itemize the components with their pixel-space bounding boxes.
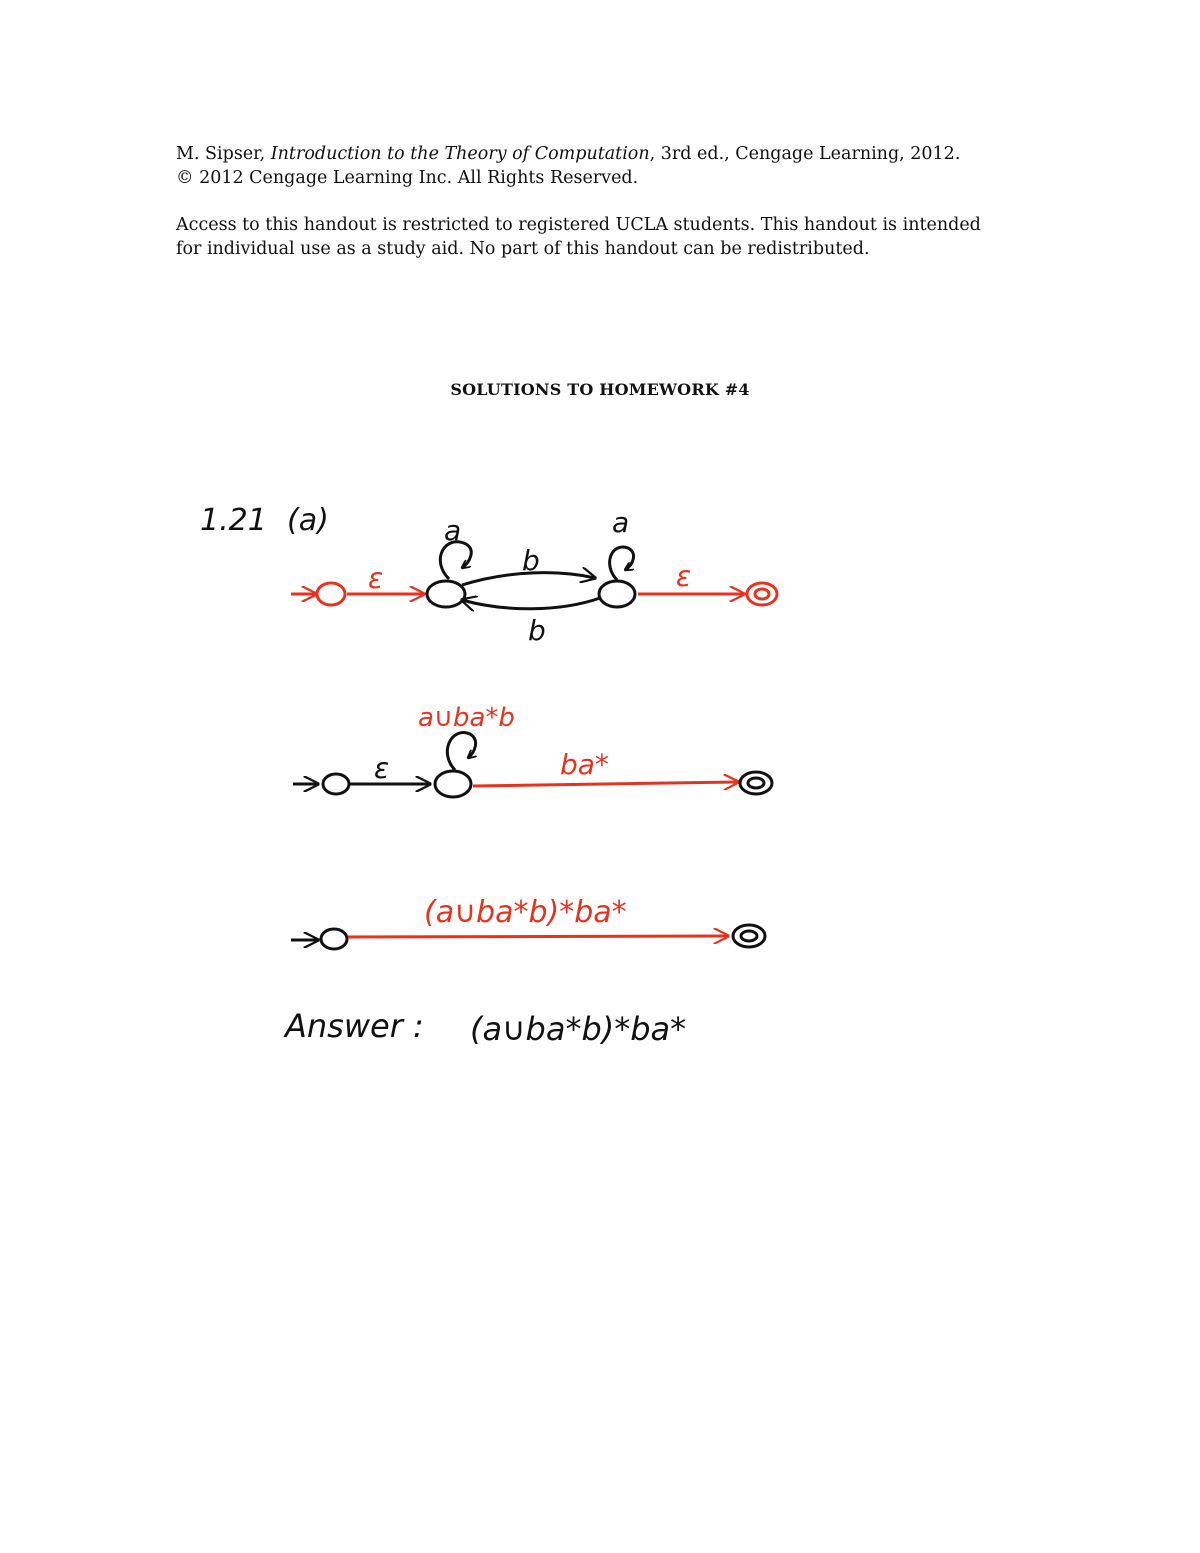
answer-label: Answer : bbox=[285, 1007, 424, 1045]
d2-edge-label: ba* bbox=[560, 748, 609, 781]
copyright-line: © 2012 Cengage Learning Inc. All Rights Reserved. bbox=[176, 168, 639, 188]
nfa-diagram-3 bbox=[291, 895, 765, 949]
answer-value: (a∪ba*b)*ba* bbox=[470, 1010, 687, 1048]
d1-loop-left-label: a bbox=[444, 514, 462, 547]
problem-part: (a) bbox=[287, 503, 329, 538]
nfa-diagram-2 bbox=[293, 703, 772, 797]
d1-loop-left bbox=[440, 542, 471, 579]
d1-loop-right bbox=[610, 547, 634, 580]
d2-loop bbox=[447, 733, 475, 770]
d1-loop-right-label: a bbox=[612, 506, 630, 539]
d1-edge-bottom-label: b bbox=[528, 614, 546, 647]
d2-accept-state-inner bbox=[748, 778, 764, 788]
citation-edition: , 3rd ed., Cengage Learning, 2012. bbox=[649, 144, 961, 164]
d1-epsilon-in-label: ε bbox=[368, 562, 384, 595]
d1-edge-top-label: b bbox=[522, 544, 540, 577]
d2-middle-state bbox=[435, 771, 471, 797]
d2-epsilon-label: ε bbox=[374, 752, 390, 785]
access-notice-line-1: Access to this handout is restricted to registered UCLA students. This handout is intended bbox=[176, 215, 981, 235]
d2-edge bbox=[473, 782, 738, 786]
citation-author: M. Sipser, bbox=[176, 144, 271, 164]
d2-accept-state-outer bbox=[740, 772, 772, 794]
nfa-diagram-1 bbox=[291, 506, 777, 647]
d3-edge bbox=[348, 936, 728, 937]
d3-start-state bbox=[321, 929, 347, 949]
d3-accept-state-outer bbox=[733, 925, 765, 947]
d2-loop-label: a∪ba*b bbox=[418, 703, 515, 733]
d1-new-start-state bbox=[317, 583, 345, 605]
d1-state-1 bbox=[427, 581, 465, 607]
citation-book-title: Introduction to the Theory of Computation bbox=[270, 144, 650, 164]
d1-accept-state-inner bbox=[755, 589, 769, 599]
page-title: SOLUTIONS TO HOMEWORK #4 bbox=[450, 380, 750, 399]
problem-number: 1.21 bbox=[200, 503, 267, 538]
d1-accept-state-outer bbox=[747, 583, 777, 605]
d1-edge-bottom bbox=[462, 598, 600, 609]
d2-start-state bbox=[323, 774, 349, 794]
access-notice-line-2: for individual use as a study aid. No part of this handout can be redistributed. bbox=[176, 239, 870, 259]
d1-state-2 bbox=[599, 581, 635, 607]
d3-accept-state-inner bbox=[741, 931, 757, 941]
d1-epsilon-out-label: ε bbox=[676, 560, 692, 593]
d3-edge-label: (a∪ba*b)*ba* bbox=[424, 895, 627, 930]
